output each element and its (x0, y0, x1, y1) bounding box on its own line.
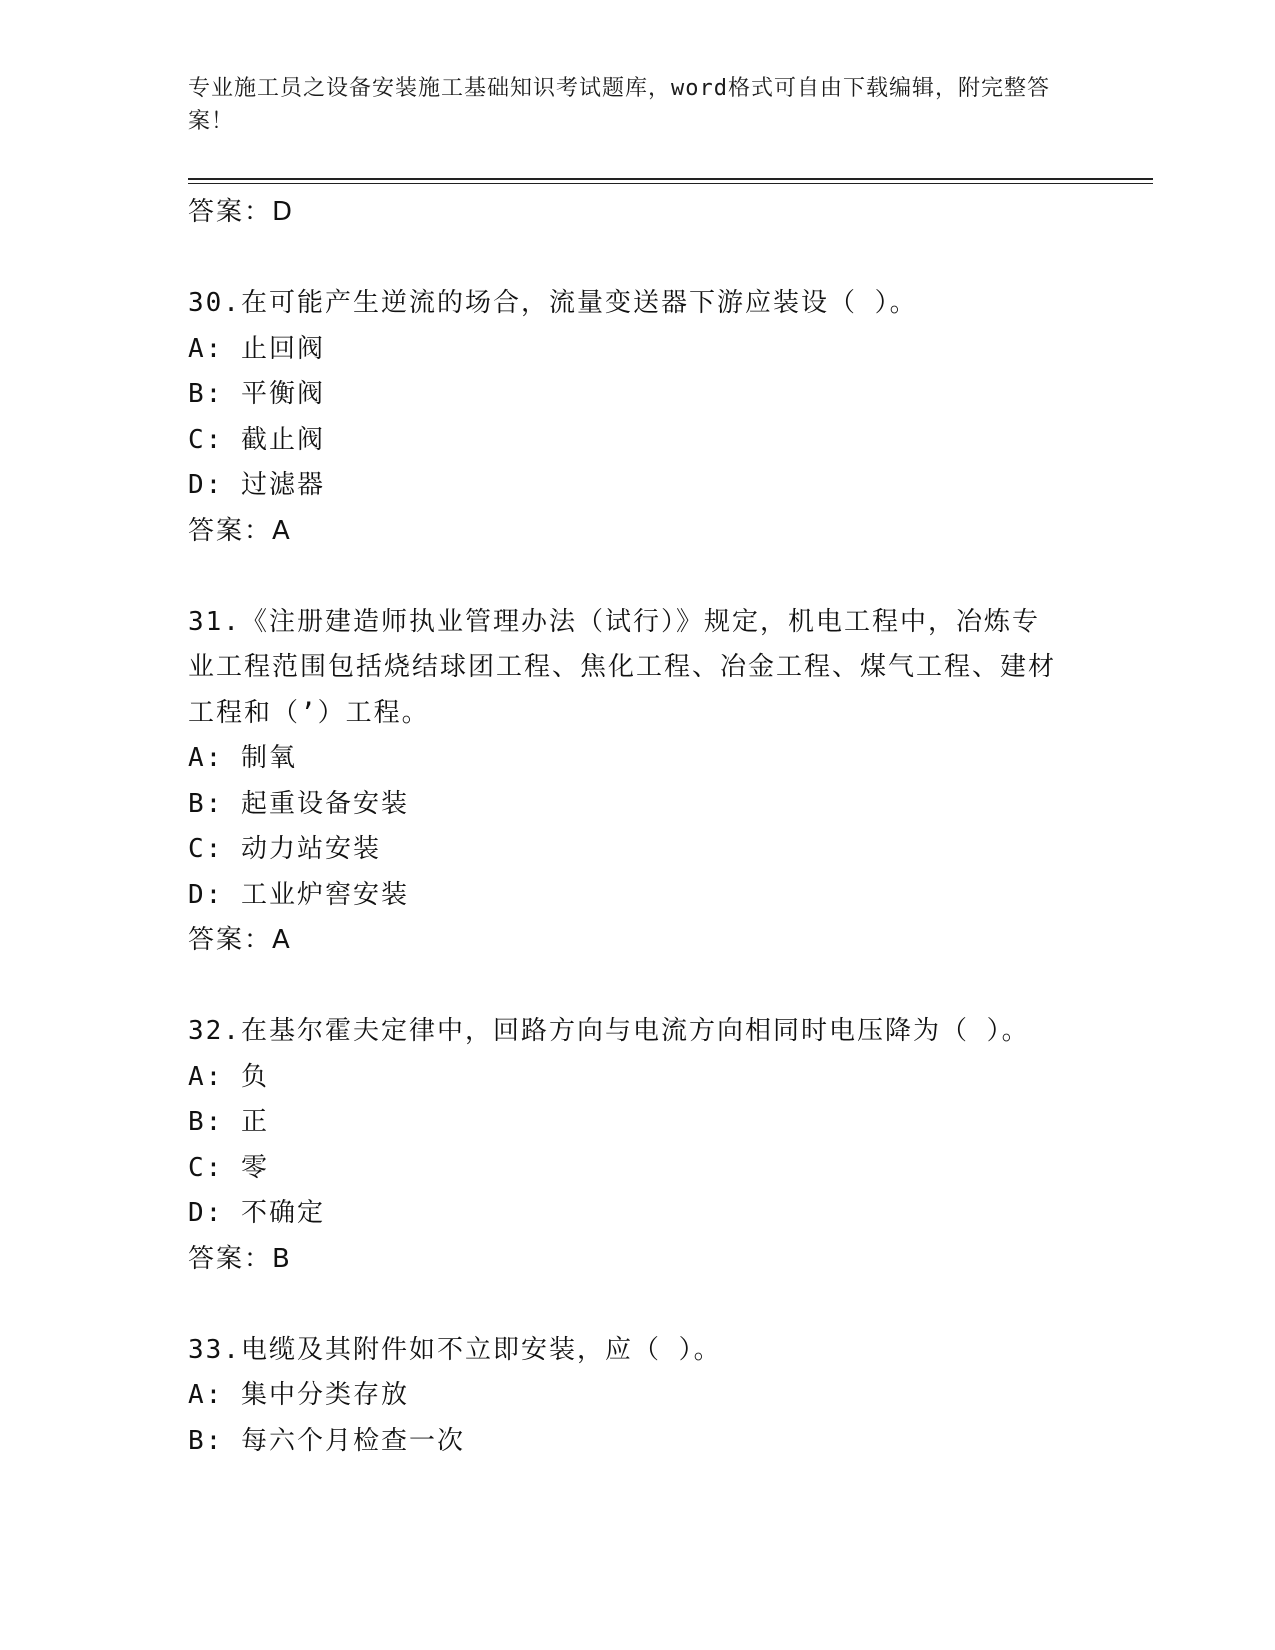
question-stem: 30.在可能产生逆流的场合，流量变送器下游应装设（ ）。 (188, 288, 918, 318)
option-c: C: 截止阀 (188, 424, 325, 455)
option-c: C: 零 (188, 1152, 269, 1183)
question-block (188, 281, 1088, 554)
option-d: D: 不确定 (188, 1198, 325, 1228)
option-d: D: 工业炉窖安装 (188, 879, 409, 910)
answer-line: 答案：A (188, 925, 292, 955)
answer-line: 答案：A (188, 515, 292, 546)
spacer (188, 964, 1088, 1010)
option-c: C: 动力站安装 (188, 834, 381, 864)
question-stem: 31.《注册建造师执业管理办法（试行）》规定，机电工程中，冶炼专业工程范围包括烧结球团工程、焦化工程、冶金工程、煤气工程、建材工程和（’）工程。 (188, 606, 1057, 728)
option-b: B: 正 (188, 1107, 269, 1137)
option-b: B: 起重设备安装 (188, 788, 409, 819)
header-divider-thick (188, 178, 1153, 180)
answer-line: 答案：B (188, 1243, 292, 1274)
spacer (188, 1282, 1088, 1328)
spacer (188, 236, 1088, 282)
answer-line: 答案：D (188, 197, 295, 227)
question-list (188, 190, 1088, 1464)
question-block (188, 1328, 1088, 1465)
option-a: A: 集中分类存放 (188, 1380, 409, 1410)
option-a: A: 止回阀 (188, 333, 325, 364)
spacer (188, 554, 1088, 600)
option-a: A: 负 (188, 1061, 269, 1092)
question-block (188, 1009, 1088, 1282)
option-a: A: 制氧 (188, 743, 297, 773)
header-divider-thin (188, 183, 1153, 184)
option-d: D: 过滤器 (188, 470, 325, 500)
question-stem: 32.在基尔霍夫定律中，回路方向与电流方向相同时电压降为（ ）。 (188, 1016, 1030, 1046)
question-stem: 33.电缆及其附件如不立即安装，应（ ）。 (188, 1334, 722, 1365)
option-b: B: 平衡阀 (188, 379, 325, 409)
question-block (188, 600, 1088, 964)
option-b: B: 每六个月检查一次 (188, 1425, 465, 1456)
document-header: 专业施工员之设备安装施工基础知识考试题库，word格式可自由下载编辑，附完整答案！ (188, 76, 1050, 134)
